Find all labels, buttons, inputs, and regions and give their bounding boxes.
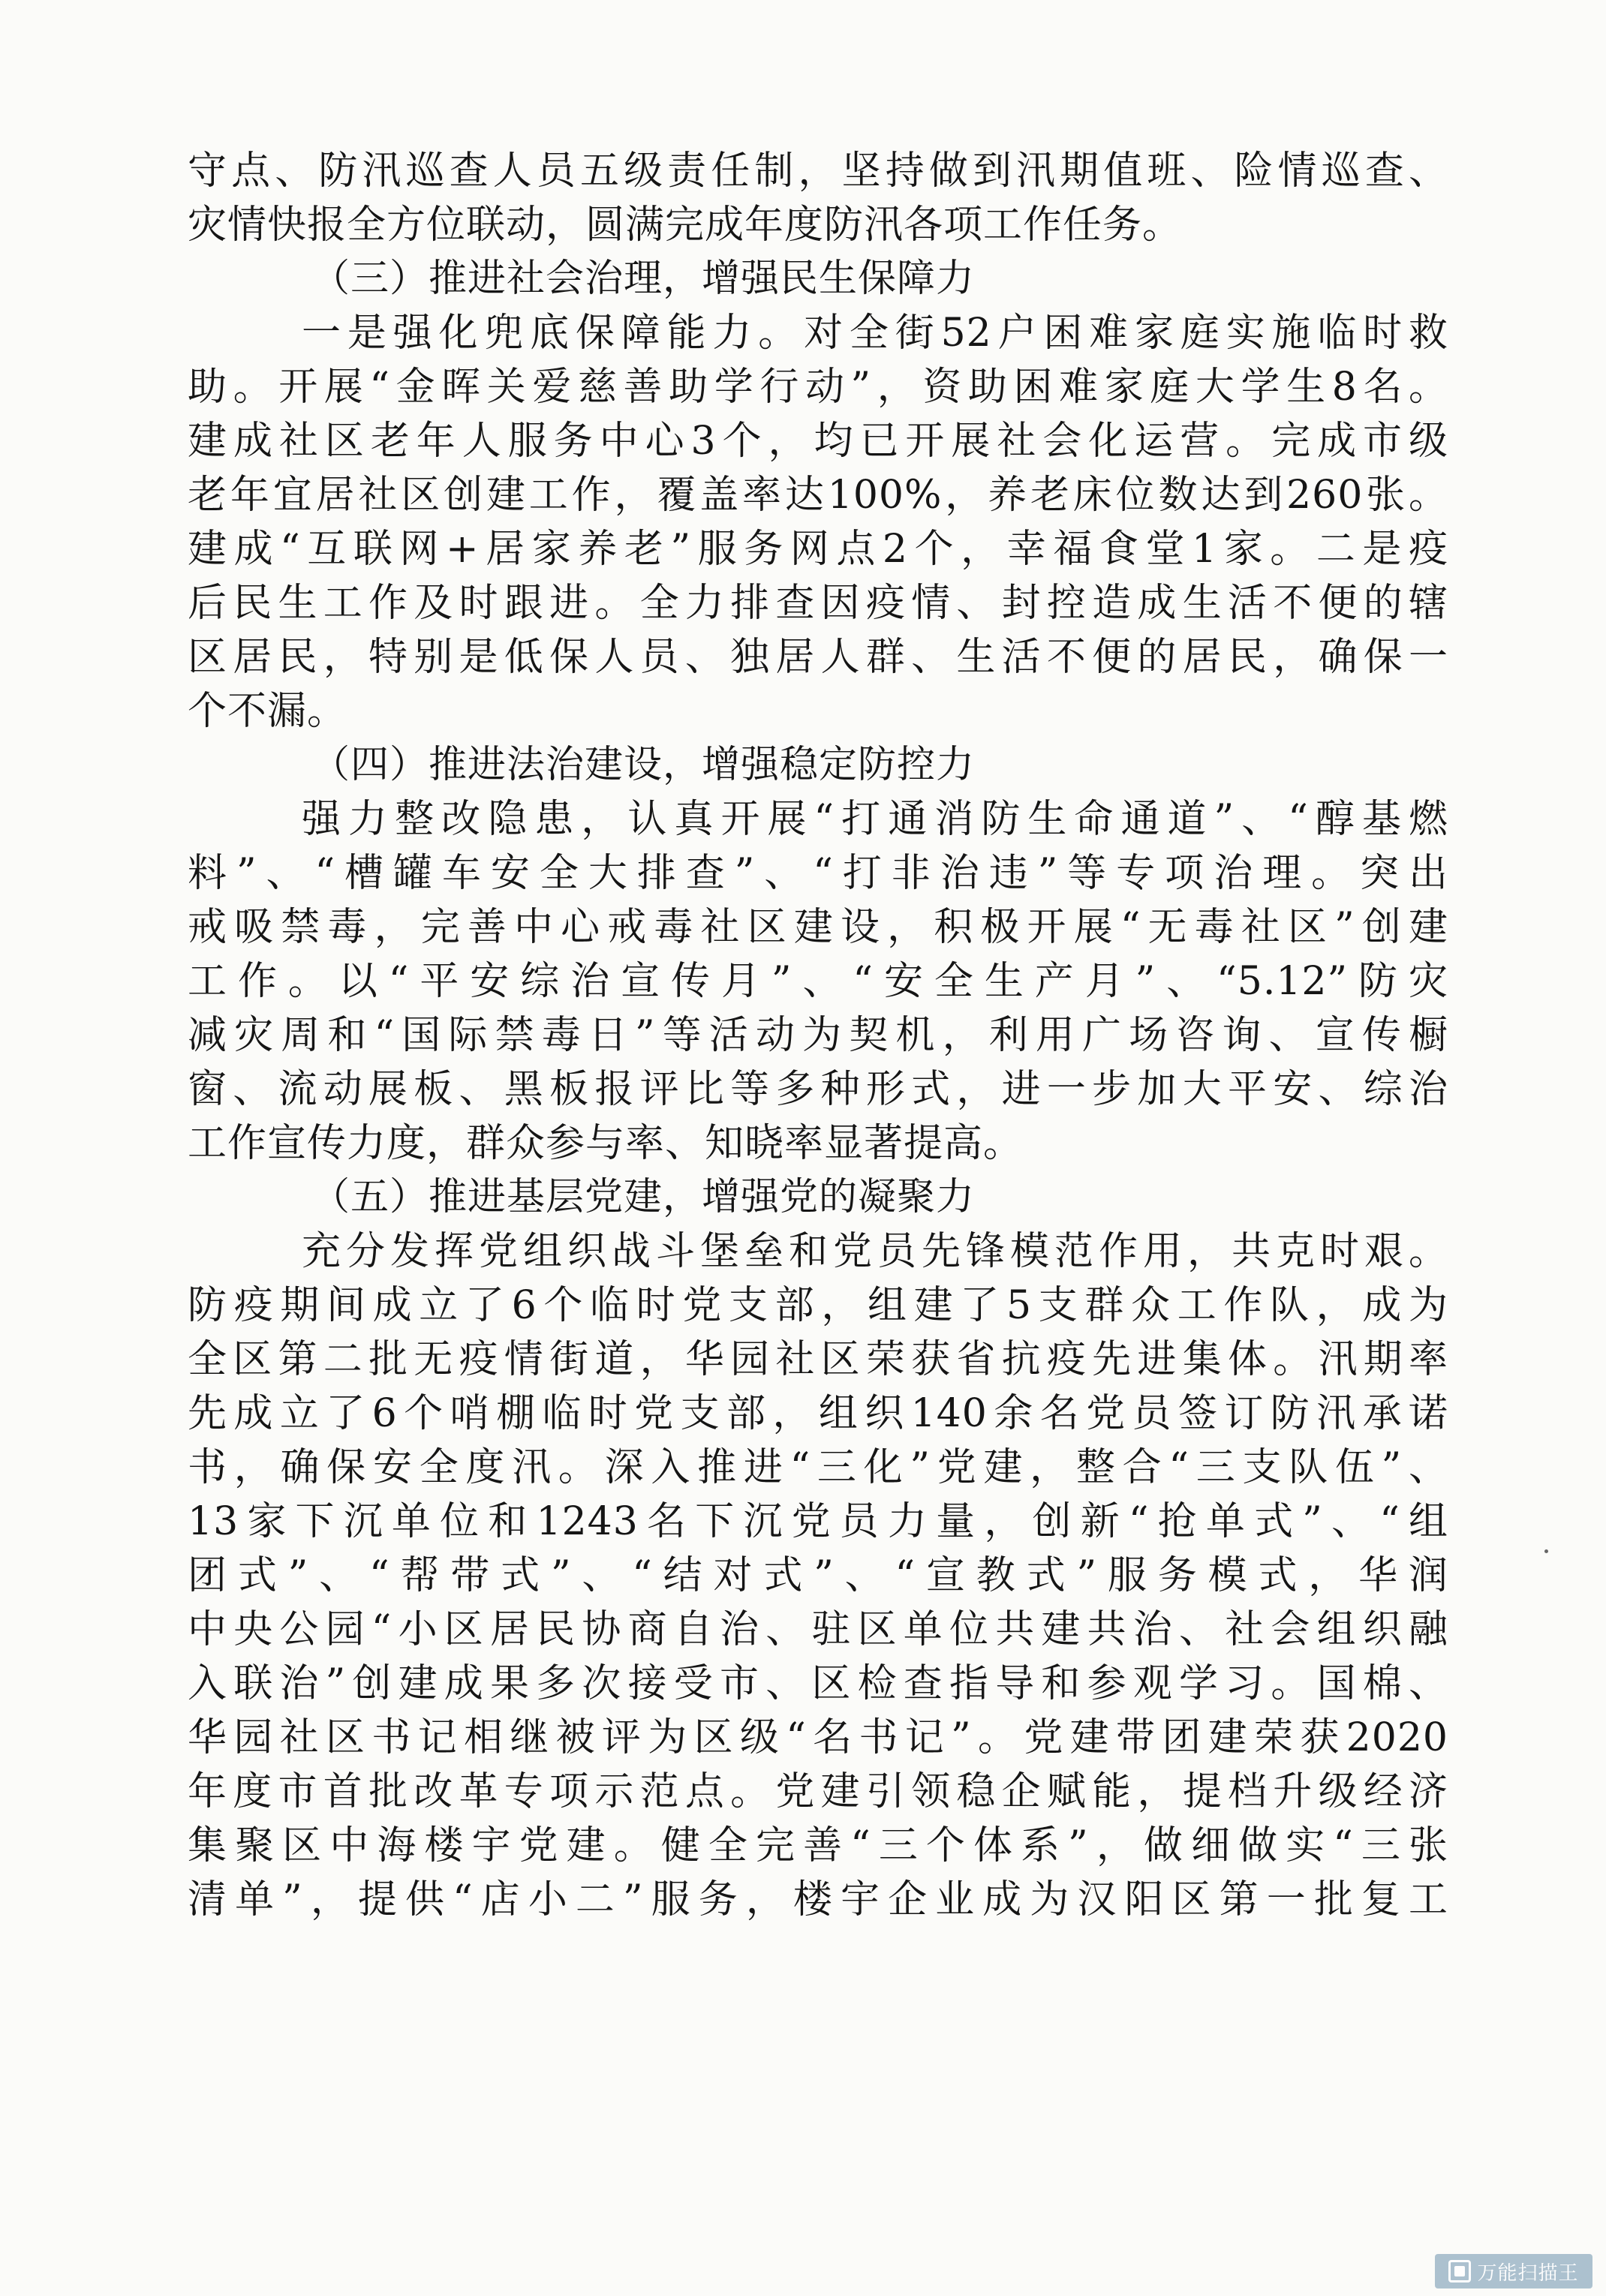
scan-speck [1544, 1549, 1548, 1553]
text-line: 后民生工作及时跟进。全力排查因疫情、封控造成生活不便的辖 [188, 581, 1448, 626]
text-line: 守点、防汛巡查人员五级责任制，坚持做到汛期值班、险情巡查、 [188, 149, 1448, 194]
text-line: 强力整改隐患，认真开展“打通消防生命通道”、“醇基燃 [302, 797, 1448, 842]
text-line: 华园社区书记相继被评为区级“名书记”。党建带团建荣获2020 [188, 1715, 1448, 1760]
body-text [188, 144, 1448, 1927]
text-line: 窗、流动展板、黑板报评比等多种形式，进一步加大平安、综治 [188, 1067, 1448, 1112]
text-line: 13家下沉单位和1243名下沉党员力量，创新“抢单式”、“组 [188, 1499, 1448, 1544]
text-line: 清单”，提供“店小二”服务，楼宇企业成为汉阳区第一批复工 [188, 1877, 1448, 1922]
text-line: 建成“互联网+居家养老”服务网点2个，幸福食堂1家。二是疫 [188, 527, 1448, 572]
text-line: 减灾周和“国际禁毒日”等活动为契机，利用广场咨询、宣传橱 [188, 1013, 1448, 1058]
text-line: 灾情快报全方位联动，圆满完成年度防汛各项工作任务。 [188, 203, 1183, 248]
text-line: 区居民，特别是低保人员、独居人群、生活不便的居民，确保一 [188, 635, 1448, 680]
section-heading: （五）推进基层党建，增强党的凝聚力 [311, 1175, 976, 1219]
text-line: 充分发挥党组织战斗堡垒和党员先锋模范作用，共克时艰。 [302, 1229, 1448, 1274]
text-line: 一是强化兜底保障能力。对全街52户困难家庭实施临时救 [302, 311, 1448, 356]
text-line: 老年宜居社区创建工作，覆盖率达100%，养老床位数达到260张。 [188, 473, 1448, 518]
text-line: 团式”、“帮带式”、“结对式”、“宣教式”服务模式，华润 [188, 1553, 1448, 1598]
scanner-watermark [1435, 2254, 1592, 2288]
text-line: 中央公园“小区居民协商自治、驻区单位共建共治、社会组织融 [188, 1607, 1448, 1652]
text-line: 书，确保安全度汛。深入推进“三化”党建，整合“三支队伍”、 [188, 1445, 1448, 1490]
watermark-text: 万能扫描王 [1477, 2261, 1579, 2285]
text-line: 入联治”创建成果多次接受市、区检查指导和参观学习。国棉、 [188, 1661, 1448, 1706]
text-line: 年度市首批改革专项示范点。党建引领稳企赋能，提档升级经济 [188, 1769, 1448, 1814]
text-line: 建成社区老年人服务中心3个，均已开展社会化运营。完成市级 [188, 419, 1448, 464]
text-line: 戒吸禁毒，完善中心戒毒社区建设，积极开展“无毒社区”创建 [188, 905, 1448, 950]
text-line: 料”、“槽罐车安全大排查”、“打非治违”等专项治理。突出 [188, 851, 1448, 896]
text-line: 助。开展“金晖关爱慈善助学行动”，资助困难家庭大学生8名。 [188, 365, 1448, 410]
text-line: 工作宣传力度，群众参与率、知晓率显著提高。 [188, 1121, 1024, 1166]
scanner-logo-icon [1448, 2260, 1471, 2282]
text-line: 先成立了6个哨棚临时党支部，组织140余名党员签订防汛承诺 [188, 1391, 1448, 1436]
text-line: 工作。以“平安综治宣传月”、“安全生产月”、“5.12”防灾 [188, 959, 1448, 1004]
section-heading: （四）推进法治建设，增强稳定防控力 [311, 743, 976, 787]
text-line: 集聚区中海楼宇党建。健全完善“三个体系”，做细做实“三张 [188, 1823, 1448, 1868]
text-line: 全区第二批无疫情街道，华园社区荣获省抗疫先进集体。汛期率 [188, 1337, 1448, 1382]
text-line: 防疫期间成立了6个临时党支部，组建了5支群众工作队，成为 [188, 1283, 1448, 1328]
text-line: 个不漏。 [188, 689, 347, 734]
section-heading: （三）推进社会治理，增强民生保障力 [311, 257, 976, 301]
